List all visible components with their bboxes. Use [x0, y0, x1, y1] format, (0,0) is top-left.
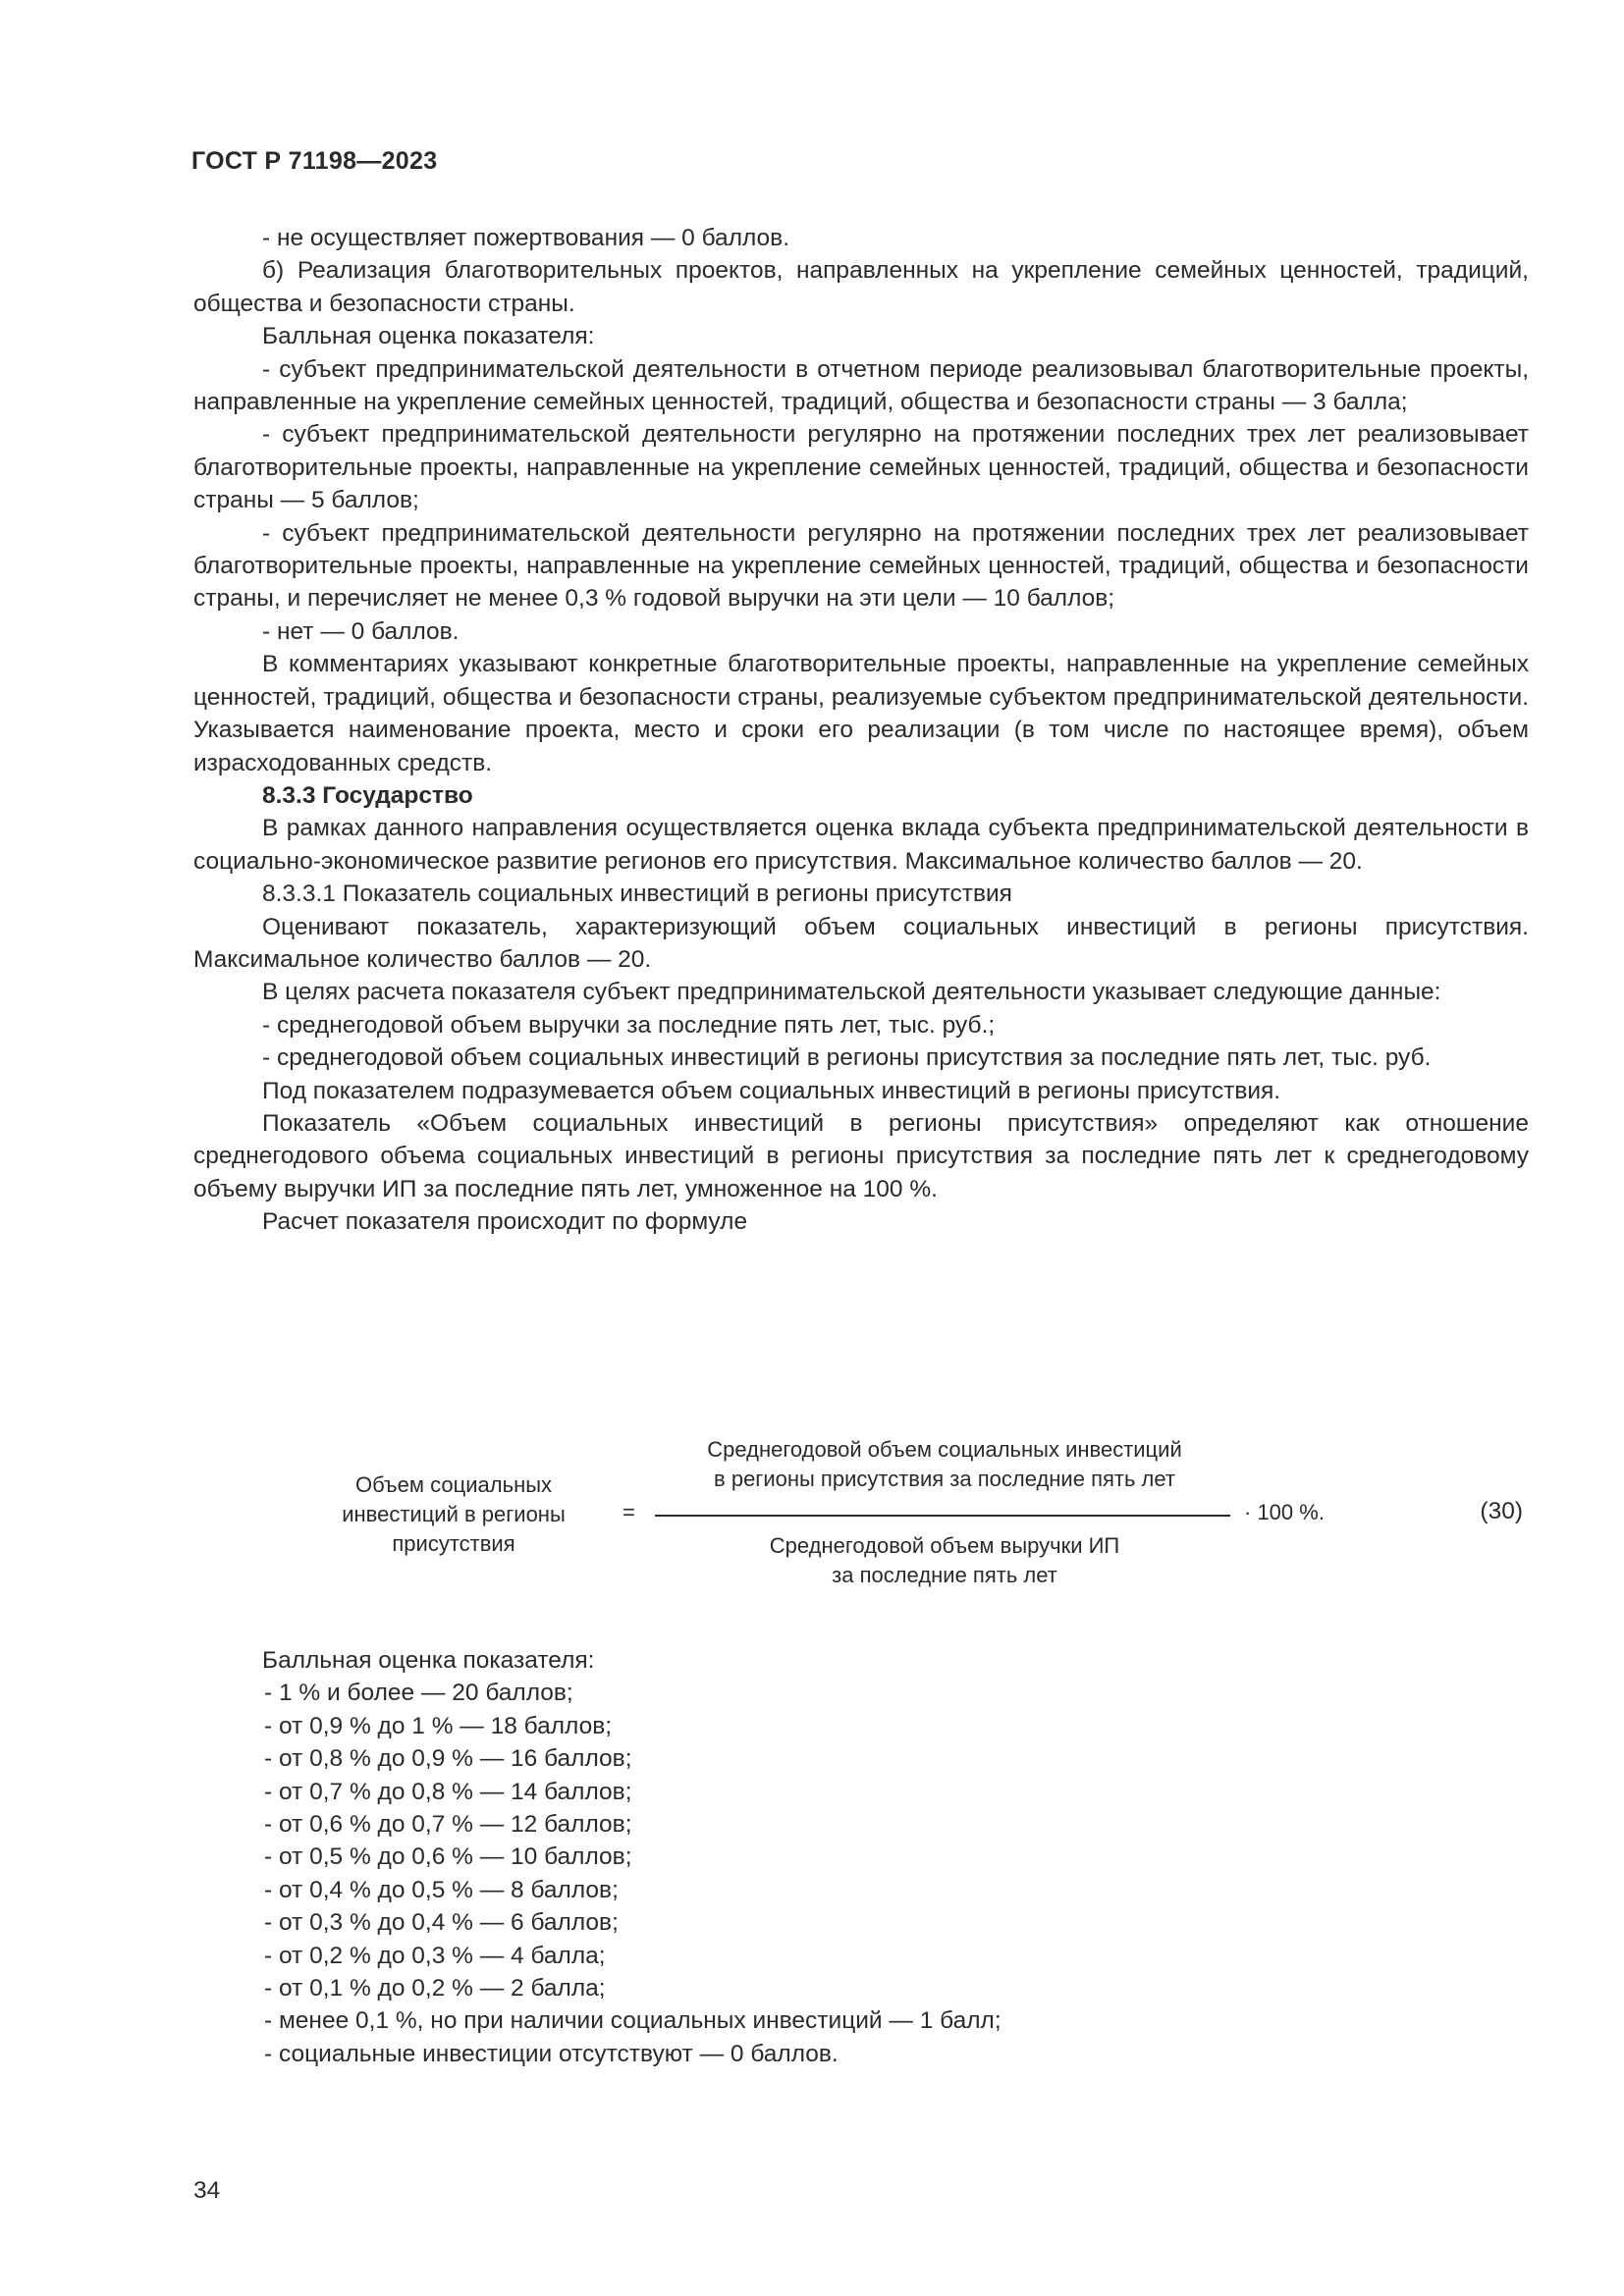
paragraph: Расчет показателя происходит по формуле — [262, 1208, 748, 1236]
paragraph: Балльная оценка показателя: — [262, 323, 595, 350]
paragraph: Под показателем подразумевается объем социальных инвестиций в регионы присутствия. — [262, 1077, 1281, 1104]
list-item: - от 0,5 % до 0,6 % — 10 баллов; — [264, 1843, 632, 1871]
document-code-header: ГОСТ Р 71198—2023 — [191, 147, 438, 175]
list-item: - от 0,4 % до 0,5 % — 8 баллов; — [264, 1876, 619, 1903]
scoring-title: Балльная оценка показателя: — [262, 1647, 595, 1674]
paragraph: Показатель «Объем социальных инвестиций в регионы присутствия» определяют как отношение среднегодового объема социальных инвестиций в регионы присутствия за последние пять лет к среднегодовому объему выручки ИП за последние пять лет, умноженное на 100 %. — [193, 1109, 1529, 1202]
list-item: - от 0,3 % до 0,4 % — 6 баллов; — [264, 1909, 619, 1937]
list-item: - от 0,1 % до 0,2 % — 2 балла; — [264, 1975, 606, 2002]
list-item: - от 0,9 % до 1 % — 18 баллов; — [264, 1712, 613, 1739]
formula-left-line: инвестиций в регионы — [342, 1502, 566, 1526]
scoring-list — [193, 1677, 1529, 2070]
list-item: - от 0,7 % до 0,8 % — 14 баллов; — [264, 1778, 632, 1805]
formula-left-line: присутствия — [392, 1531, 515, 1556]
paragraph: - субъект предпринимательской деятельности регулярно на протяжении последних трех лет реализовывает благотворительные проекты, направленные на укрепление семейных ценностей, традиций, общества и безопасности страны, и перечисляет не менее 0,3 % годовой выручки на эти цели — 10 баллов; — [193, 519, 1529, 613]
list-item: - от 0,8 % до 0,9 % — 16 баллов; — [264, 1745, 632, 1773]
paragraph: - среднегодовой объем социальных инвестиций в регионы присутствия за последние пять лет, тыс. руб. — [262, 1044, 1432, 1072]
formula-left-side — [336, 1470, 571, 1559]
formula-numerator — [655, 1435, 1234, 1494]
paragraph: б) Реализация благотворительных проектов, направленных на укрепление семейных ценностей, традиций, общества и безопасности страны. — [193, 257, 1529, 317]
paragraph: - не осуществляет пожертвования — 0 баллов. — [262, 225, 790, 251]
paragraph: - субъект предпринимательской деятельности регулярно на протяжении последних трех лет реализовывает благотворительные проекты, направленные на укрепление семейных ценностей, традиций, общества и безопасности страны — 5 баллов; — [193, 421, 1529, 514]
list-item: - от 0,6 % до 0,7 % — 12 баллов; — [264, 1811, 632, 1839]
formula-30 — [193, 1435, 1529, 1612]
subsection-heading: 8.3.3.1 Показатель социальных инвестиций в регионы присутствия — [262, 881, 1012, 908]
scoring-section — [193, 1644, 1529, 2070]
formula-equals-sign: = — [623, 1500, 635, 1524]
paragraph: - субъект предпринимательской деятельности в отчетном периоде реализовывал благотворительные проекты, направленные на укрепление семейных ценностей, традиций, общества и безопасности страны — 3 балла; — [193, 355, 1529, 416]
formula-multiplier: · 100 %. — [1244, 1500, 1325, 1524]
list-item: - 1 % и более — 20 баллов; — [264, 1680, 573, 1707]
paragraph: В рамках данного направления осуществляется оценка вклада субъекта предпринимательской деятельности в социально-экономическое развитие регионов его присутствия. Максимальное количество баллов — 20. — [193, 815, 1529, 875]
paragraph: - нет — 0 баллов. — [262, 617, 460, 645]
formula-denominator-line: за последние пять лет — [832, 1563, 1057, 1587]
section-heading: 8.3.3 Государство — [262, 781, 473, 809]
formula-number: (30) — [1480, 1498, 1523, 1524]
page-number: 34 — [193, 2177, 221, 2204]
paragraph: В целях расчета показателя субъект предпринимательской деятельности указывает следующие данные: — [262, 979, 1441, 1006]
formula-left-line: Объем социальных — [354, 1472, 553, 1497]
list-item: - от 0,2 % до 0,3 % — 4 балла; — [264, 1942, 606, 1969]
paragraph: Оценивают показатель, характеризующий объем социальных инвестиций в регионы присутствия. Максимальное количество баллов — 20. — [193, 913, 1529, 973]
formula-numerator-line: в регионы присутствия за последние пять лет — [714, 1467, 1175, 1491]
formula-denominator — [655, 1531, 1234, 1590]
formula-denominator-line: Среднегодовой объем выручки ИП — [769, 1533, 1120, 1558]
list-item: - социальные инвестиции отсутствуют — 0 баллов. — [264, 2040, 839, 2067]
paragraph: - среднегодовой объем выручки за последние пять лет, тыс. руб.; — [262, 1011, 996, 1039]
formula-numerator-line: Среднегодовой объем социальных инвестиций — [707, 1437, 1182, 1462]
list-item: - менее 0,1 %, но при наличии социальных инвестиций — 1 балл; — [264, 2007, 1001, 2035]
body-text — [193, 222, 1529, 1239]
paragraph: В комментариях указывают конкретные благотворительные проекты, направленные на укрепление семейных ценностей, традиций, общества и безопасности страны, реализуемые субъектом предпринимательской деятельности. Указывается наименование проекта, место и сроки его реализации (в том числе по настоящее время), объем израсходованных средств. — [193, 651, 1529, 776]
fraction-bar — [655, 1515, 1230, 1517]
